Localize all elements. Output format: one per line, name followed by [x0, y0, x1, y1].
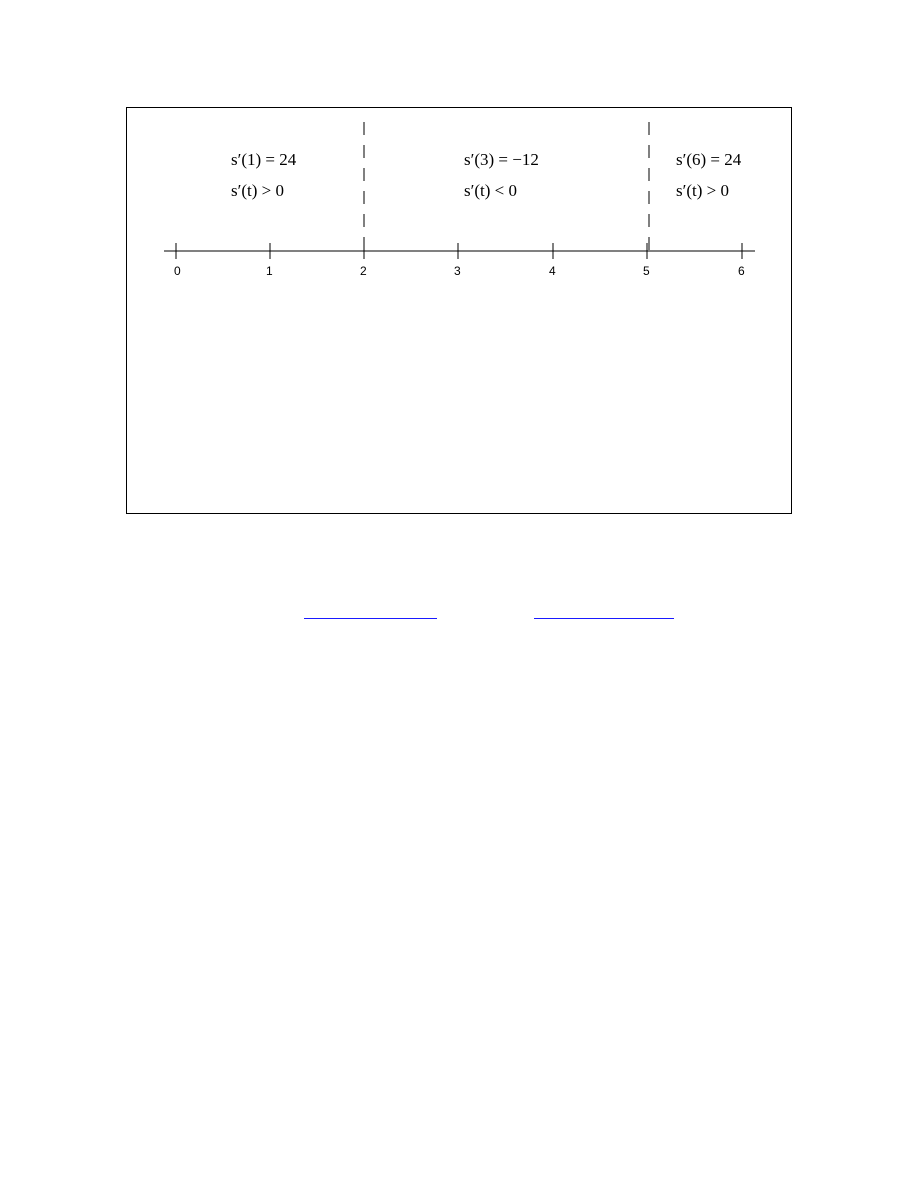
interval-0-annotation [231, 150, 297, 200]
tick-label-5: 5 [643, 264, 650, 278]
number-line-diagram [127, 108, 791, 513]
interval-2-sign-label: s′(t) > 0 [676, 181, 729, 200]
link-underline-left[interactable] [304, 618, 437, 619]
tick-label-6: 6 [738, 264, 745, 278]
interval-1-test-label: s′(3) = −12 [464, 150, 539, 169]
tick-labels [174, 264, 745, 278]
link-underline-right[interactable] [534, 618, 674, 619]
tick-label-0: 0 [174, 264, 181, 278]
sign-chart-figure [126, 107, 792, 514]
interval-0-test-label: s′(1) = 24 [231, 150, 297, 169]
interval-1-annotation [464, 150, 539, 200]
interval-0-sign-label: s′(t) > 0 [231, 181, 284, 200]
interval-1-sign-label: s′(t) < 0 [464, 181, 517, 200]
interval-2-annotation [676, 150, 742, 200]
tick-label-4: 4 [549, 264, 556, 278]
tick-label-1: 1 [266, 264, 273, 278]
tick-label-2: 2 [360, 264, 367, 278]
tick-label-3: 3 [454, 264, 461, 278]
interval-2-test-label: s′(6) = 24 [676, 150, 742, 169]
